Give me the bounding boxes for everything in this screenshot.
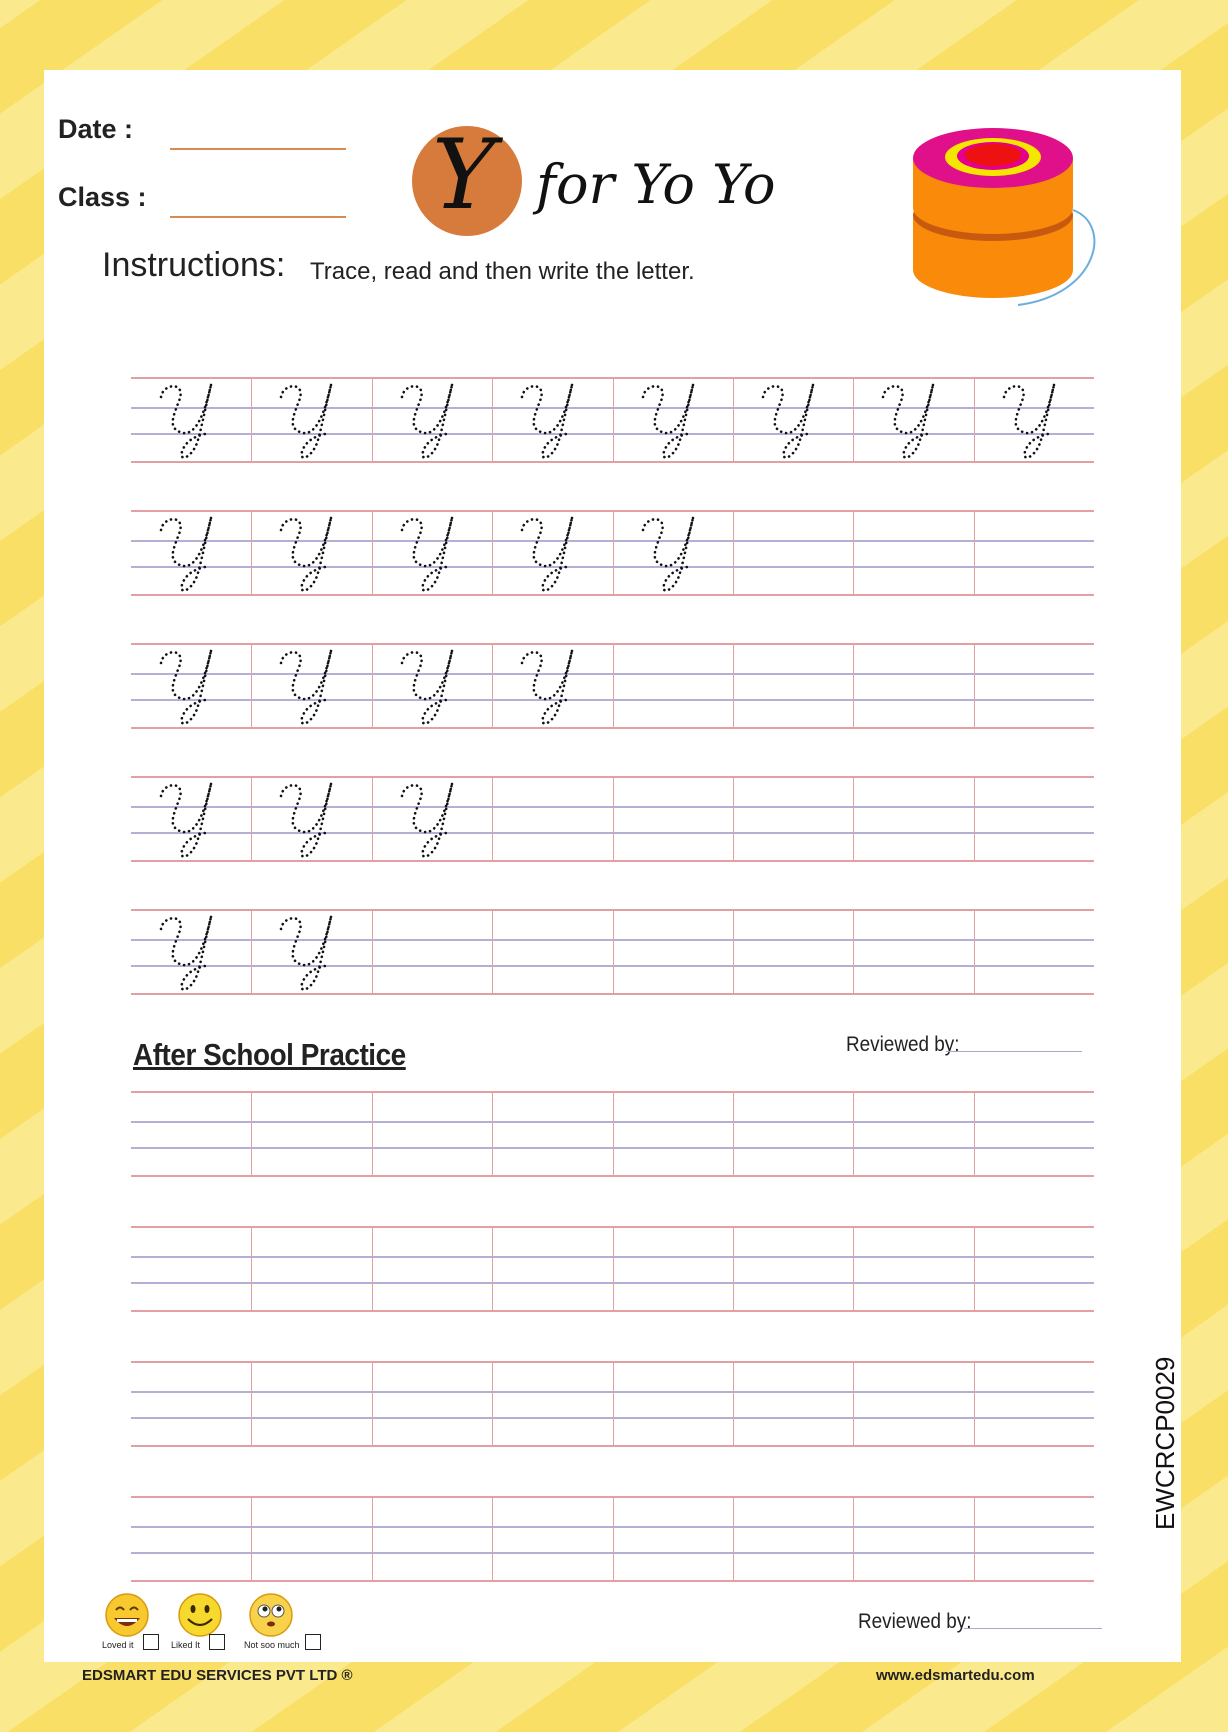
traceable-letter-y[interactable] [861,377,961,463]
cell-divider [733,512,734,594]
traceable-letter-y[interactable] [139,643,239,729]
cell-divider [492,1093,493,1175]
cell-divider [251,645,252,727]
cursive-word: for Yo Yo [536,153,776,216]
cell-divider [251,1363,252,1445]
cell-divider [974,645,975,727]
cell-divider [733,911,734,993]
instructions-label: Instructions: [102,246,286,284]
cell-divider [492,379,493,461]
ruled-row[interactable] [131,1496,1094,1582]
cell-divider [372,911,373,993]
traceable-letter-y[interactable] [500,377,600,463]
cell-divider [733,778,734,860]
cell-divider [974,512,975,594]
cell-divider [733,379,734,461]
cell-divider [372,778,373,860]
cell-divider [974,1228,975,1310]
cell-divider [733,645,734,727]
cell-divider [492,1228,493,1310]
practice-title: After School Practice [133,1037,406,1072]
liked-it-checkbox[interactable] [209,1634,225,1650]
not-so-much-checkbox[interactable] [305,1634,321,1650]
liked-it-emoji-icon [174,1592,226,1638]
cell-divider [853,1498,854,1580]
liked-it-label: Liked It [171,1640,201,1650]
traceable-letter-y[interactable] [139,510,239,596]
instructions-text: Trace, read and then write the letter. [310,258,695,285]
cell-divider [733,1363,734,1445]
traceable-letter-y[interactable] [500,643,600,729]
ruled-row[interactable] [131,510,1094,596]
ruled-row[interactable] [131,1226,1094,1312]
ruled-row[interactable] [131,643,1094,729]
traceable-letter-y[interactable] [139,909,239,995]
cell-divider [733,1228,734,1310]
cell-divider [251,1498,252,1580]
cell-divider [251,911,252,993]
cell-divider [251,379,252,461]
traceable-letter-y[interactable] [621,510,721,596]
reviewed-by-label-top: Reviewed by: [846,1033,960,1056]
cell-divider [613,1498,614,1580]
cell-divider [613,1228,614,1310]
not-so-much-emoji-icon [245,1592,297,1638]
loved-it-label: Loved it [102,1640,134,1650]
cell-divider [613,778,614,860]
cell-divider [492,1363,493,1445]
cell-divider [372,379,373,461]
ruled-row[interactable] [131,1091,1094,1177]
date-label: Date : [58,114,134,144]
cell-divider [974,379,975,461]
reviewed-by-line-bottom[interactable] [964,1628,1102,1629]
cell-divider [853,1093,854,1175]
traceable-letter-y[interactable] [380,377,480,463]
not-so-much-label: Not soo much [244,1640,300,1650]
traceable-letter-y[interactable] [259,776,359,862]
cell-divider [853,512,854,594]
ruled-row[interactable] [131,909,1094,995]
traceable-letter-y[interactable] [259,377,359,463]
traceable-letter-y[interactable] [380,510,480,596]
ruled-row[interactable] [131,776,1094,862]
cell-divider [372,645,373,727]
traceable-letter-y[interactable] [380,643,480,729]
class-label: Class : [58,182,147,212]
cell-divider [372,512,373,594]
traceable-letter-y[interactable] [259,510,359,596]
cell-divider [853,1228,854,1310]
loved-it-checkbox[interactable] [143,1634,159,1650]
traceable-letter-y[interactable] [380,776,480,862]
cell-divider [492,1498,493,1580]
cell-divider [853,1363,854,1445]
cell-divider [974,1363,975,1445]
worksheet-code: EWCRCP0029 [1150,1356,1180,1530]
cell-divider [613,1363,614,1445]
loved-it-emoji-icon [101,1592,153,1638]
traceable-letter-y[interactable] [621,377,721,463]
ruled-row[interactable] [131,1361,1094,1447]
cell-divider [853,645,854,727]
traceable-letter-y[interactable] [259,643,359,729]
ruled-row[interactable] [131,377,1094,463]
traceable-letter-y[interactable] [500,510,600,596]
cell-divider [974,1093,975,1175]
cell-divider [372,1093,373,1175]
yoyo-illustration [908,120,1108,310]
cell-divider [974,778,975,860]
traceable-letter-y[interactable] [139,776,239,862]
company-name: EDSMART EDU SERVICES PVT LTD ® [82,1667,353,1684]
reviewed-by-label-bottom: Reviewed by: [858,1610,972,1633]
cell-divider [613,379,614,461]
badge-letter: Y [432,119,496,231]
cell-divider [251,512,252,594]
class-blank-line[interactable] [170,216,346,218]
cell-divider [853,778,854,860]
cell-divider [492,512,493,594]
traceable-letter-y[interactable] [982,377,1082,463]
cell-divider [613,911,614,993]
cell-divider [372,1498,373,1580]
cell-divider [613,1093,614,1175]
cell-divider [492,645,493,727]
cell-divider [372,1228,373,1310]
cell-divider [251,778,252,860]
cell-divider [251,1228,252,1310]
cell-divider [492,778,493,860]
cell-divider [853,911,854,993]
cell-divider [853,379,854,461]
cell-divider [251,1093,252,1175]
cell-divider [974,911,975,993]
traceable-letter-y[interactable] [741,377,841,463]
website-link[interactable]: www.edsmartedu.com [876,1667,1035,1684]
cell-divider [613,512,614,594]
cell-divider [372,1363,373,1445]
traceable-letter-y[interactable] [259,909,359,995]
cell-divider [492,911,493,993]
cell-divider [613,645,614,727]
date-blank-line[interactable] [170,148,346,150]
cell-divider [974,1498,975,1580]
cell-divider [733,1093,734,1175]
traceable-letter-y[interactable] [139,377,239,463]
reviewed-by-line-top[interactable] [946,1051,1082,1052]
cell-divider [733,1498,734,1580]
